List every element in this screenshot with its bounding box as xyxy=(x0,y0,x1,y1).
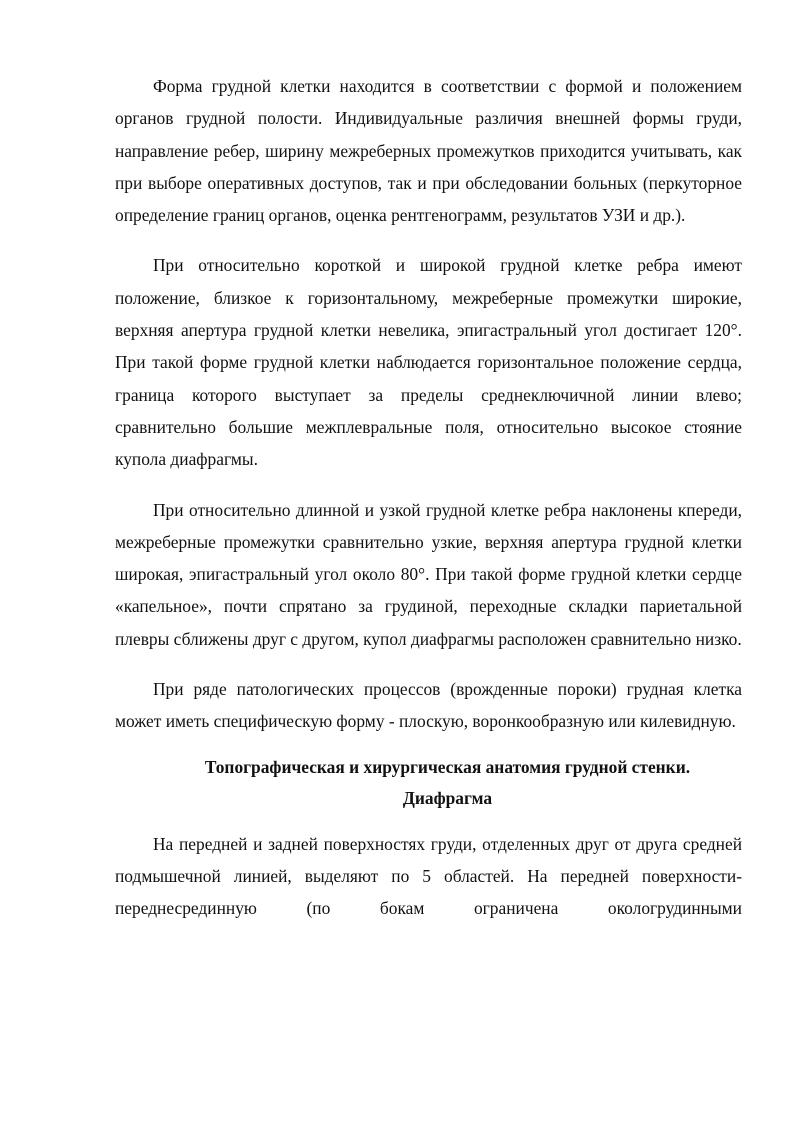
paragraph-long-narrow-chest: При относительно длинной и узкой грудной клетке ребра наклонены кпереди, межреберные промежутки сравнительно узкие, верхняя апертура грудной клетки широкая, эпигастральный угол около 80°. При такой форме грудной клетки сердце «капельное», почти спрятано за грудиной, переходные складки париетальной плевры сближены друг с другом, купол диафрагмы расположен сравнительно низко. xyxy=(115,499,742,649)
document-page xyxy=(115,70,742,925)
section-heading-line-1: Топографическая и хирургическая анатомия грудной стенки. xyxy=(204,756,691,777)
section-heading-line-2: Диафрагма xyxy=(402,787,493,808)
section-heading xyxy=(115,752,742,814)
paragraph-short-wide-chest: При относительно короткой и широкой грудной клетке ребра имеют положение, близкое к горизонтальному, межреберные промежутки широкие, верхняя апертура грудной клетки невелика, эпигастральный угол достигает 120°. При такой форме грудной клетки наблюдается горизонтальное положение сердца, граница которого выступает за пределы среднеключичной линии влево; сравнительно большие межплевральные поля, относительно высокое стояние купола диафрагмы. xyxy=(115,255,742,470)
paragraph-pathology: При ряде патологических процессов (врожденные пороки) грудная клетка может иметь специфическую форму - плоскую, воронкообразную или килевидную. xyxy=(115,679,742,732)
paragraph-regions: На передней и задней поверхностях груди, отделенных друг от друга средней подмышечной линией, выделяют по 5 областей. На передней поверхности-переднесрединную (по бокам ограничена окологрудинными xyxy=(115,833,742,919)
paragraph-chest-shape: Форма грудной клетки находится в соответствии с формой и положением органов грудной полости. Индивидуальные различия внешней формы груди, направление ребер, ширину межреберных промежутков приходится учитывать, как при выборе оперативных доступов, так и при обследовании больных (перкуторное определение границ органов, оценка рентгенограмм, результатов УЗИ и др.). xyxy=(115,76,742,226)
